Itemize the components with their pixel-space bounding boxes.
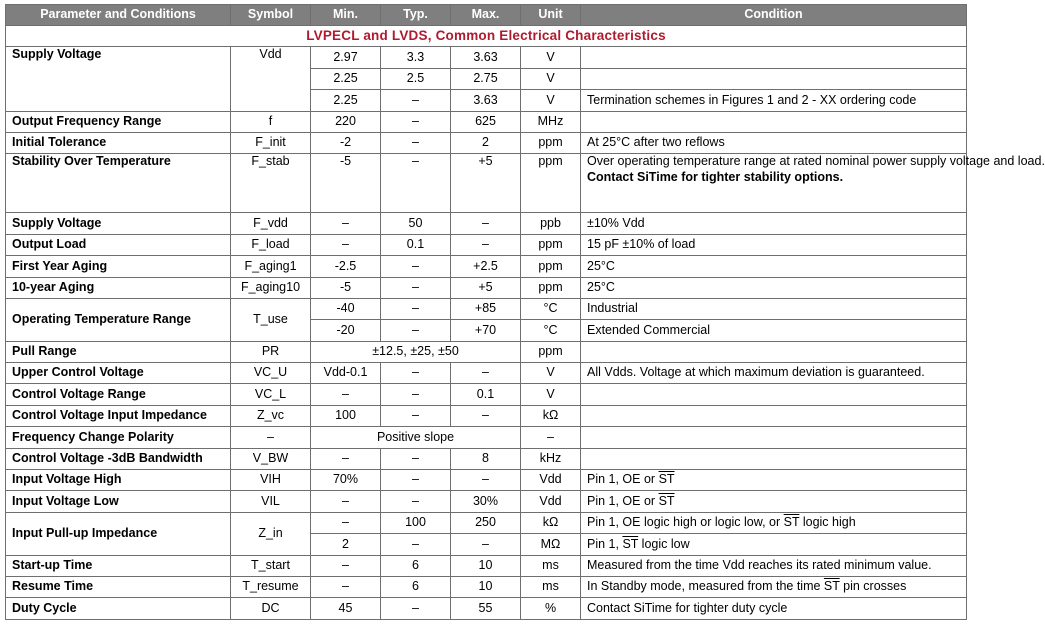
symbol-cell: VIH xyxy=(231,470,311,491)
table-row xyxy=(6,298,967,319)
unit-cell: V xyxy=(521,384,581,405)
unit-cell: ppb xyxy=(521,213,581,234)
unit-cell: ppm xyxy=(521,256,581,277)
min-cell: 70% xyxy=(311,470,381,491)
param-cell: 10-year Aging xyxy=(6,277,231,298)
typ-cell: – xyxy=(381,363,451,384)
param-cell: Input Pull-up Impedance xyxy=(6,512,231,555)
symbol-cell: F_aging10 xyxy=(231,277,311,298)
condition-cell: 25°C xyxy=(581,277,967,298)
table-row xyxy=(6,427,967,448)
header-symbol: Symbol xyxy=(231,5,311,26)
typ-cell: – xyxy=(381,534,451,555)
table-row xyxy=(6,405,967,426)
condition-cell: All Vdds. Voltage at which maximum deviation is guaranteed. xyxy=(581,363,967,384)
condition-cell: Extended Commercial xyxy=(581,320,967,341)
max-cell: – xyxy=(451,470,521,491)
min-cell: 2 xyxy=(311,534,381,555)
min-cell: – xyxy=(311,555,381,576)
condition-cell xyxy=(581,470,967,491)
min-cell: 100 xyxy=(311,405,381,426)
st-pin-label: $\overline{ST}$ xyxy=(622,536,639,551)
max-cell: +70 xyxy=(451,320,521,341)
unit-cell: % xyxy=(521,598,581,619)
param-cell: Control Voltage Range xyxy=(6,384,231,405)
symbol-cell: – xyxy=(231,427,311,448)
param-cell: Operating Temperature Range xyxy=(6,298,231,341)
table-row xyxy=(6,470,967,491)
param-cell: Resume Time xyxy=(6,576,231,597)
symbol-cell: VC_L xyxy=(231,384,311,405)
condition-text: Pin 1, xyxy=(587,536,623,551)
symbol-cell: VIL xyxy=(231,491,311,512)
max-cell: +5 xyxy=(451,277,521,298)
unit-cell: kΩ xyxy=(521,512,581,533)
min-cell: -2.5 xyxy=(311,256,381,277)
table-row xyxy=(6,154,967,213)
unit-cell: kΩ xyxy=(521,405,581,426)
max-cell: 3.63 xyxy=(451,47,521,68)
typ-cell: – xyxy=(381,448,451,469)
unit-cell: MHz xyxy=(521,111,581,132)
max-cell: 2.75 xyxy=(451,68,521,89)
header-typ: Typ. xyxy=(381,5,451,26)
unit-cell: °C xyxy=(521,320,581,341)
condition-text: pin crosses xyxy=(839,579,907,594)
table-row xyxy=(6,576,967,597)
typ-cell: – xyxy=(381,405,451,426)
symbol-cell: F_load xyxy=(231,234,311,255)
unit-cell: ppm xyxy=(521,154,581,213)
value-span-cell: ±12.5, ±25, ±50 xyxy=(311,341,521,362)
param-cell: Duty Cycle xyxy=(6,598,231,619)
unit-cell: Vdd xyxy=(521,491,581,512)
param-cell: First Year Aging xyxy=(6,256,231,277)
condition-text: Pin 1, OE logic high or logic low, or xyxy=(587,515,784,530)
max-cell: +85 xyxy=(451,298,521,319)
typ-cell: – xyxy=(381,90,451,111)
param-cell: Initial Tolerance xyxy=(6,132,231,153)
condition-cell xyxy=(581,405,967,426)
symbol-cell: F_vdd xyxy=(231,213,311,234)
typ-cell: – xyxy=(381,320,451,341)
typ-cell: 0.1 xyxy=(381,234,451,255)
max-cell: 0.1 xyxy=(451,384,521,405)
st-pin-label: $\overline{ST}$ xyxy=(658,472,675,487)
max-cell: 55 xyxy=(451,598,521,619)
condition-cell: At 25°C after two reflows xyxy=(581,132,967,153)
min-cell: – xyxy=(311,512,381,533)
symbol-cell: DC xyxy=(231,598,311,619)
max-cell: – xyxy=(451,405,521,426)
max-cell: 2 xyxy=(451,132,521,153)
max-cell: 10 xyxy=(451,555,521,576)
param-cell: Upper Control Voltage xyxy=(6,363,231,384)
typ-cell: – xyxy=(381,298,451,319)
condition-cell xyxy=(581,154,1045,213)
symbol-cell: F_init xyxy=(231,132,311,153)
typ-cell: – xyxy=(381,598,451,619)
typ-cell: – xyxy=(381,111,451,132)
unit-cell: – xyxy=(521,427,581,448)
table-row xyxy=(6,132,967,153)
table-row xyxy=(6,448,967,469)
unit-cell: ppm xyxy=(521,277,581,298)
max-cell: +2.5 xyxy=(451,256,521,277)
symbol-cell: F_stab xyxy=(231,154,311,213)
table-row xyxy=(6,598,967,619)
condition-text: logic high xyxy=(799,515,856,530)
symbol-cell: T_start xyxy=(231,555,311,576)
condition-text: In Standby mode, measured from the time xyxy=(587,579,824,594)
param-cell: Input Voltage High xyxy=(6,470,231,491)
typ-cell: 100 xyxy=(381,512,451,533)
unit-cell: Vdd xyxy=(521,470,581,491)
table-row xyxy=(6,341,967,362)
unit-cell: ms xyxy=(521,555,581,576)
condition-cell xyxy=(581,576,967,597)
min-cell: – xyxy=(311,448,381,469)
condition-cell: ±10% Vdd xyxy=(581,213,967,234)
st-pin-label: $\overline{ST}$ xyxy=(783,515,800,530)
symbol-cell: PR xyxy=(231,341,311,362)
symbol-cell: T_resume xyxy=(231,576,311,597)
max-cell: 3.63 xyxy=(451,90,521,111)
symbol-cell: Z_in xyxy=(231,512,311,555)
min-cell: -40 xyxy=(311,298,381,319)
table-row xyxy=(6,384,967,405)
condition-cell xyxy=(581,448,967,469)
typ-cell: 6 xyxy=(381,555,451,576)
symbol-cell: Vdd xyxy=(231,47,311,111)
symbol-cell: V_BW xyxy=(231,448,311,469)
param-cell: Pull Range xyxy=(6,341,231,362)
symbol-cell: F_aging1 xyxy=(231,256,311,277)
condition-cell xyxy=(581,534,967,555)
header-min: Min. xyxy=(311,5,381,26)
symbol-cell: f xyxy=(231,111,311,132)
condition-cell: Termination schemes in Figures 1 and 2 - XX ordering code xyxy=(581,90,967,111)
unit-cell: ppm xyxy=(521,132,581,153)
unit-cell: V xyxy=(521,68,581,89)
unit-cell: ms xyxy=(521,576,581,597)
table-row xyxy=(6,47,967,68)
condition-cell xyxy=(581,427,967,448)
table-row xyxy=(6,512,967,533)
table-row xyxy=(6,256,967,277)
table-row xyxy=(6,234,967,255)
condition-text: Pin 1, OE or xyxy=(587,472,659,487)
min-cell: -20 xyxy=(311,320,381,341)
condition-text: Pin 1, OE or xyxy=(587,493,659,508)
symbol-cell: T_use xyxy=(231,298,311,341)
max-cell: 30% xyxy=(451,491,521,512)
max-cell: 625 xyxy=(451,111,521,132)
unit-cell: kHz xyxy=(521,448,581,469)
unit-cell: ppm xyxy=(521,341,581,362)
section-title: LVPECL and LVDS, Common Electrical Characteristics xyxy=(6,26,967,47)
header-condition: Condition xyxy=(581,5,967,26)
min-cell: – xyxy=(311,491,381,512)
electrical-characteristics-table xyxy=(5,4,1045,620)
condition-cell: Contact SiTime for tighter duty cycle xyxy=(581,598,967,619)
unit-cell: V xyxy=(521,363,581,384)
param-cell: Output Load xyxy=(6,234,231,255)
typ-cell: – xyxy=(381,256,451,277)
unit-cell: V xyxy=(521,47,581,68)
param-cell: Input Voltage Low xyxy=(6,491,231,512)
max-cell: 8 xyxy=(451,448,521,469)
condition-cell xyxy=(581,491,967,512)
typ-cell: – xyxy=(381,132,451,153)
condition-cell: Measured from the time Vdd reaches its rated minimum value. xyxy=(581,555,967,576)
condition-cell xyxy=(581,512,967,533)
typ-cell: 6 xyxy=(381,576,451,597)
st-pin-label: $\overline{ST}$ xyxy=(823,579,840,594)
header-unit: Unit xyxy=(521,5,581,26)
param-cell: Start-up Time xyxy=(6,555,231,576)
param-cell: Supply Voltage xyxy=(6,47,231,111)
condition-note: Contact SiTime for tighter stability options. xyxy=(587,169,844,184)
table-row xyxy=(6,111,967,132)
min-cell: -2 xyxy=(311,132,381,153)
condition-text: Over operating temperature range at rated nominal power supply voltage and load. xyxy=(587,154,1045,169)
min-cell: 45 xyxy=(311,598,381,619)
table-row xyxy=(6,213,967,234)
param-cell: Output Frequency Range xyxy=(6,111,231,132)
header-parameter: Parameter and Conditions xyxy=(6,5,231,26)
unit-cell: °C xyxy=(521,298,581,319)
condition-cell: Industrial xyxy=(581,298,967,319)
unit-cell: V xyxy=(521,90,581,111)
min-cell: – xyxy=(311,384,381,405)
max-cell: 250 xyxy=(451,512,521,533)
unit-cell: MΩ xyxy=(521,534,581,555)
unit-cell: ppm xyxy=(521,234,581,255)
max-cell: – xyxy=(451,534,521,555)
condition-cell xyxy=(581,341,967,362)
symbol-cell: VC_U xyxy=(231,363,311,384)
max-cell: – xyxy=(451,213,521,234)
min-cell: 2.25 xyxy=(311,68,381,89)
typ-cell: 2.5 xyxy=(381,68,451,89)
param-cell: Supply Voltage xyxy=(6,213,231,234)
typ-cell: – xyxy=(381,384,451,405)
min-cell: – xyxy=(311,213,381,234)
condition-cell xyxy=(581,47,967,68)
max-cell: – xyxy=(451,363,521,384)
condition-text: logic low xyxy=(638,536,690,551)
condition-cell xyxy=(581,68,967,89)
max-cell: +5 xyxy=(451,154,521,213)
param-cell: Control Voltage -3dB Bandwidth xyxy=(6,448,231,469)
param-cell: Frequency Change Polarity xyxy=(6,427,231,448)
min-cell: 2.25 xyxy=(311,90,381,111)
min-cell: -5 xyxy=(311,154,381,213)
typ-cell: 50 xyxy=(381,213,451,234)
min-cell: – xyxy=(311,576,381,597)
typ-cell: 3.3 xyxy=(381,47,451,68)
condition-cell: 15 pF ±10% of load xyxy=(581,234,967,255)
typ-cell: – xyxy=(381,491,451,512)
min-cell: – xyxy=(311,234,381,255)
st-pin-label: $\overline{ST}$ xyxy=(658,493,675,508)
table-row xyxy=(6,363,967,384)
typ-cell: – xyxy=(381,154,451,213)
min-cell: Vdd-0.1 xyxy=(311,363,381,384)
value-span-cell: Positive slope xyxy=(311,427,521,448)
header-max: Max. xyxy=(451,5,521,26)
min-cell: 2.97 xyxy=(311,47,381,68)
typ-cell: – xyxy=(381,470,451,491)
table-row xyxy=(6,555,967,576)
condition-cell: 25°C xyxy=(581,256,967,277)
param-cell: Control Voltage Input Impedance xyxy=(6,405,231,426)
param-cell: Stability Over Temperature xyxy=(6,154,231,213)
symbol-cell: Z_vc xyxy=(231,405,311,426)
min-cell: 220 xyxy=(311,111,381,132)
typ-cell: – xyxy=(381,277,451,298)
table-row xyxy=(6,491,967,512)
max-cell: 10 xyxy=(451,576,521,597)
section-row xyxy=(6,26,967,47)
max-cell: – xyxy=(451,234,521,255)
min-cell: -5 xyxy=(311,277,381,298)
condition-cell xyxy=(581,384,967,405)
header-row xyxy=(6,5,967,26)
condition-cell xyxy=(581,111,967,132)
table-row xyxy=(6,277,967,298)
